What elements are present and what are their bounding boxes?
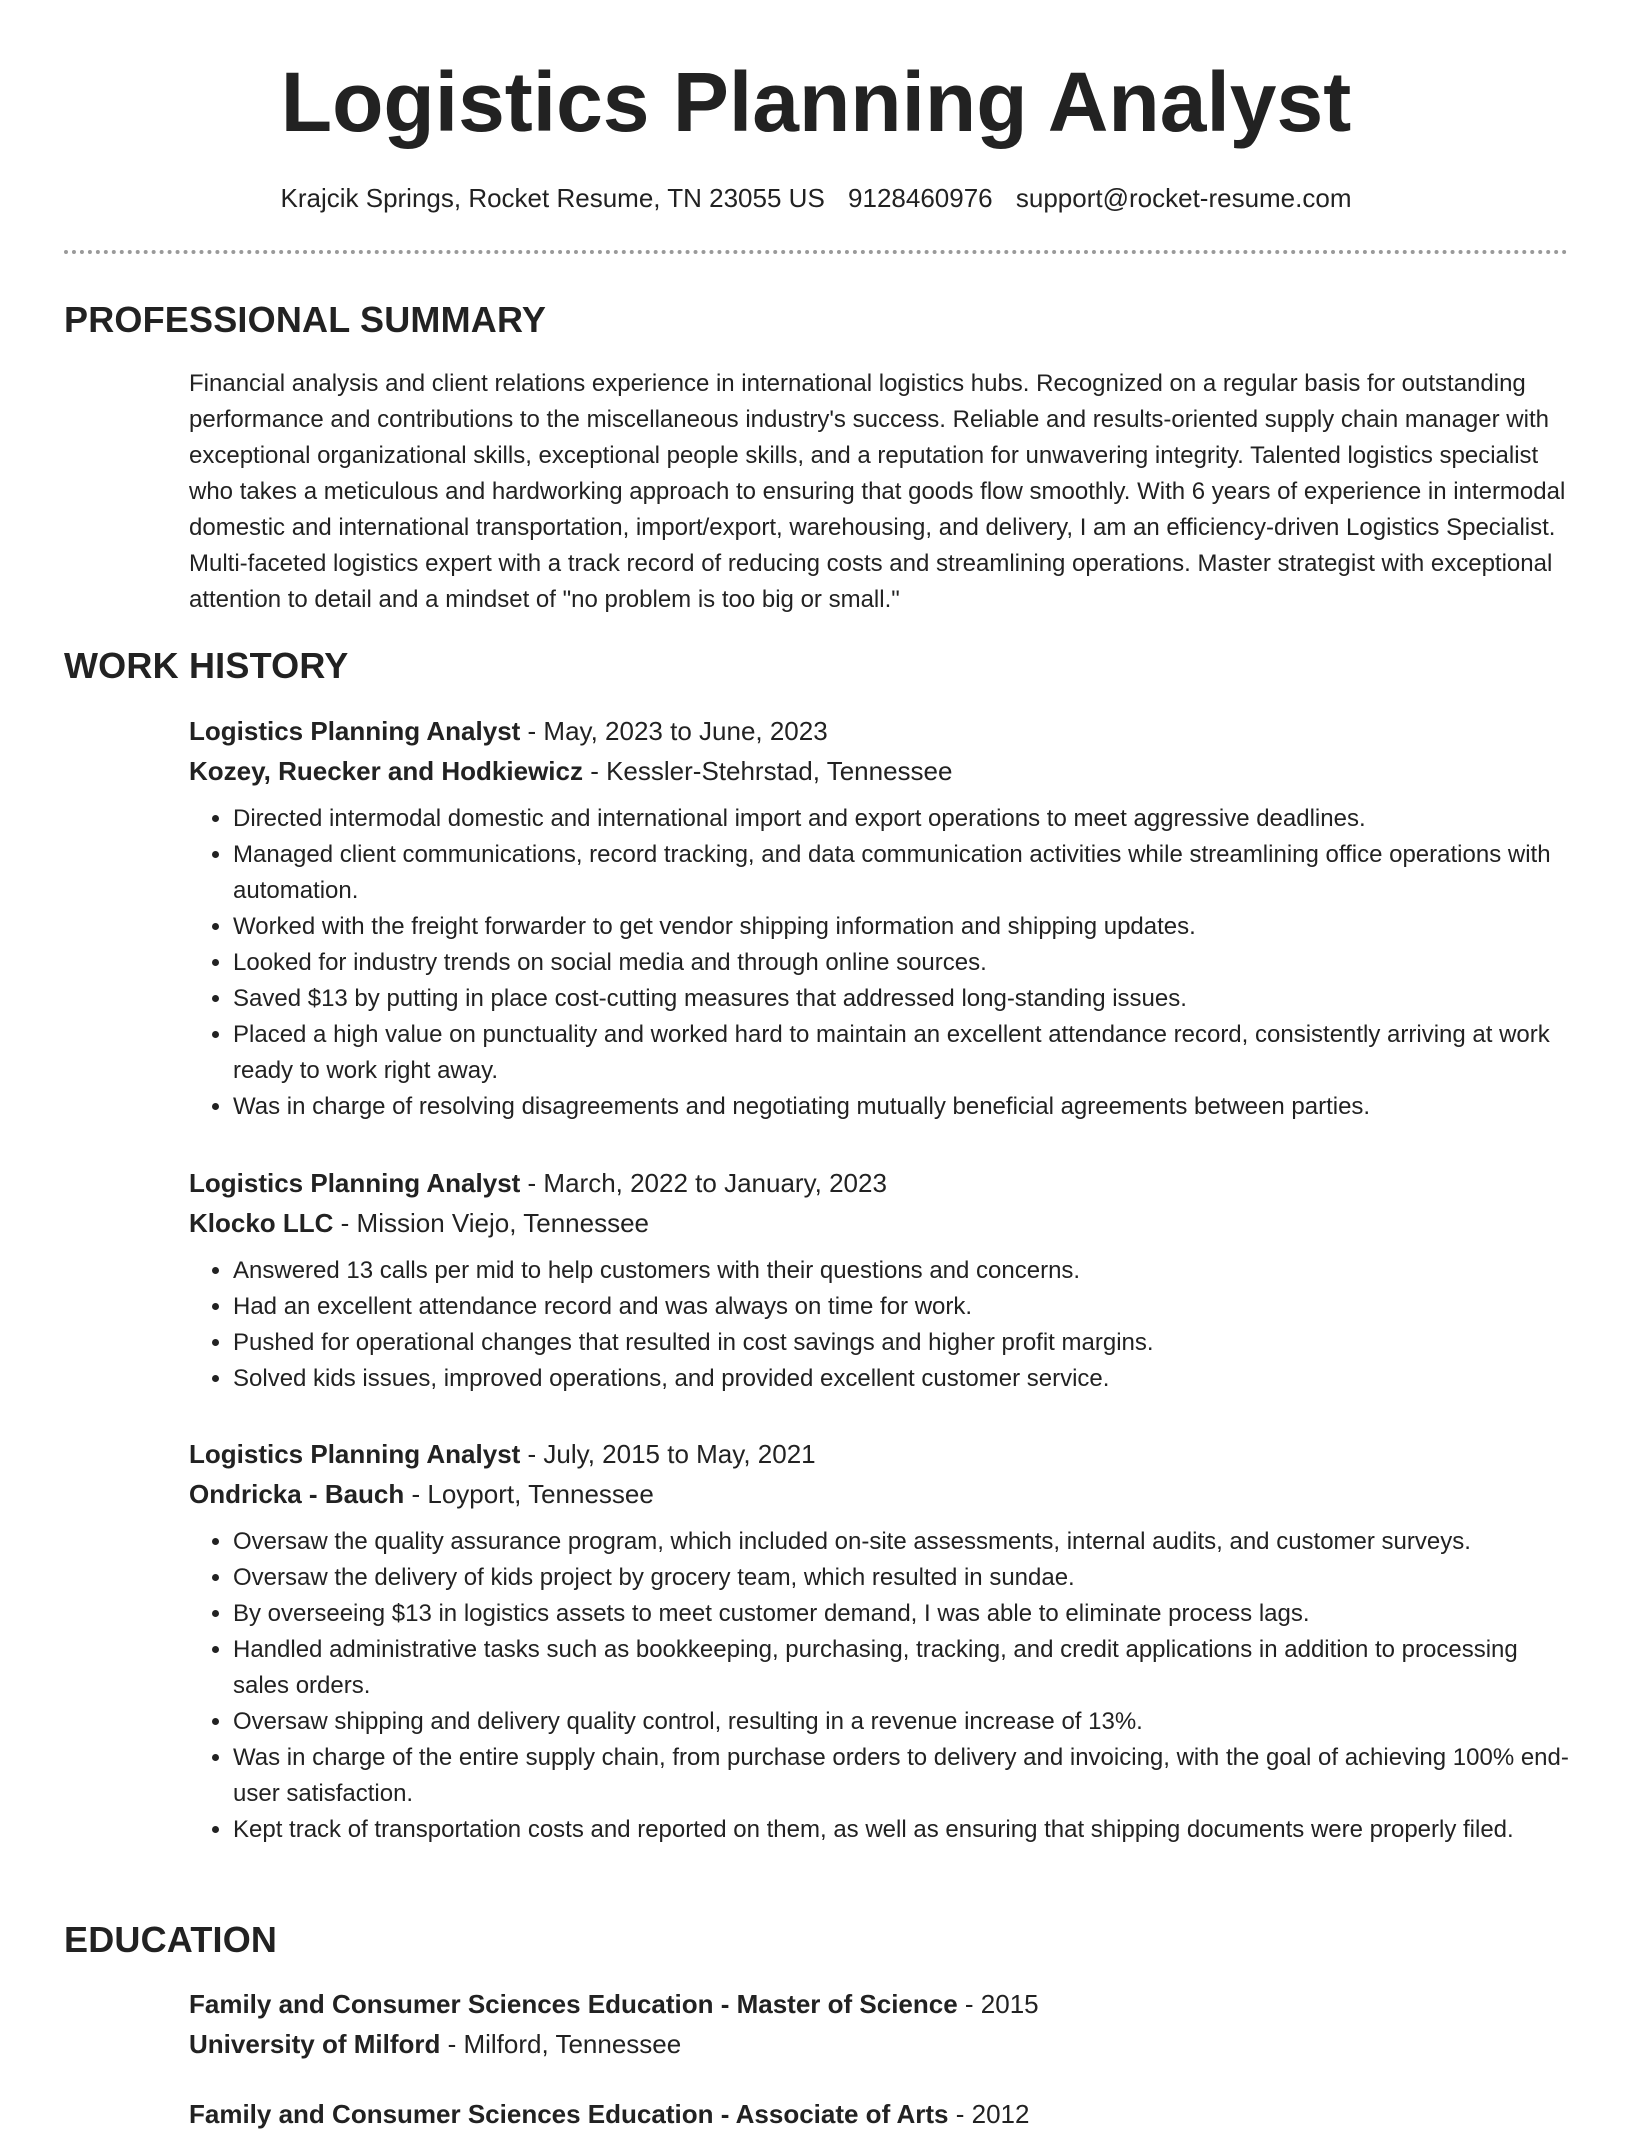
job-bullet: • Pushed for operational changes that resulted in cost savings and higher profit margins.	[233, 1325, 1569, 1361]
job-bullet: • Managed client communications, record tracking, and data communication activities while streamlining office operations with automation.	[233, 837, 1569, 909]
job-location: - Mission Viejo, Tennessee	[333, 1208, 649, 1238]
contact-address: Krajcik Springs, Rocket Resume, TN 23055 US	[280, 183, 825, 213]
job-bullet: • Oversaw the quality assurance program, which included on-site assessments, internal audits, and customer surveys.	[233, 1524, 1569, 1560]
job-bullet: • Solved kids issues, improved operations, and provided excellent customer service.	[233, 1361, 1569, 1397]
job-bullet: • Placed a high value on punctuality and worked hard to maintain an excellent attendance record, consistently arriving at work ready to work right away.	[233, 1017, 1569, 1089]
section-title-summary: PROFESSIONAL SUMMARY	[64, 299, 547, 340]
job-bullet: • Saved $13 by putting in place cost-cutting measures that addressed long-standing issues.	[233, 981, 1569, 1017]
job-bullet: • Kept track of transportation costs and reported on them, as well as ensuring that shipping documents were properly filed.	[233, 1812, 1569, 1848]
education-location: - Milford, Tennessee	[440, 2029, 682, 2059]
job-role: Logistics Planning Analyst	[189, 1439, 521, 1469]
education-degree-line	[189, 1984, 1569, 2024]
job-bullet: • Had an excellent attendance record and was always on time for work.	[233, 1289, 1569, 1325]
header-divider	[64, 250, 1568, 254]
job-company-line	[189, 1203, 1569, 1243]
education-school-line	[189, 2024, 1569, 2064]
job-bullet: • Worked with the freight forwarder to get vendor shipping information and shipping updates.	[233, 909, 1569, 945]
contact-email: support@rocket-resume.com	[1015, 183, 1352, 213]
job-bullets	[189, 801, 1569, 1125]
job-company-line	[189, 1474, 1569, 1514]
job-dates: - March, 2022 to January, 2023	[520, 1168, 887, 1198]
resume-name: Logistics Planning Analyst	[280, 55, 1352, 149]
education-degree: Family and Consumer Sciences Education - Master of Science	[189, 1989, 958, 2019]
job-dates: - May, 2023 to June, 2023	[520, 716, 828, 746]
job-role: Logistics Planning Analyst	[189, 1168, 521, 1198]
job-title-line	[189, 1163, 1569, 1203]
job-company: Ondricka - Bauch	[189, 1479, 405, 1509]
job-company: Kozey, Ruecker and Hodkiewicz	[189, 756, 583, 786]
education-degree-line	[189, 2094, 1569, 2134]
section-title-work-history: WORK HISTORY	[64, 645, 349, 686]
education-school: University of Milford	[189, 2029, 441, 2059]
job-bullet: • By overseeing $13 in logistics assets to meet customer demand, I was able to eliminate process lags.	[233, 1596, 1569, 1632]
education-entry	[189, 2094, 1569, 2134]
job-bullet: • Was in charge of resolving disagreements and negotiating mutually beneficial agreements between parties.	[233, 1089, 1569, 1125]
job-entry	[189, 1163, 1569, 1397]
education-year: - 2015	[957, 1989, 1039, 2019]
job-dates: - July, 2015 to May, 2021	[520, 1439, 816, 1469]
job-company: Klocko LLC	[189, 1208, 334, 1238]
contact-line	[0, 180, 1632, 216]
job-entry	[189, 711, 1569, 1125]
job-location: - Loyport, Tennessee	[404, 1479, 654, 1509]
job-bullets	[189, 1524, 1569, 1848]
summary-text: Financial analysis and client relations experience in international logistics hubs. Recognized on a regular basis for outstanding performance and contributions to the miscellaneous industry's success. Reliable and results-oriented supply chain manager with exceptional organizational skills, exceptional people skills, and a reputation for unwavering integrity. Talented logistics specialist who takes a meticulous and hardworking approach to ensuring that goods flow smoothly. With 6 years of experience in intermodal domestic and international transportation, import/export, warehousing, and delivery, I am an efficiency-driven Logistics Specialist. Multi-faceted logistics expert with a track record of reducing costs and streamlining operations. Master strategist with exceptional attention to detail and a mindset of "no problem is too big or small."	[189, 370, 1566, 613]
contact-phone: 9128460976	[848, 183, 993, 213]
job-location: - Kessler-Stehrstad, Tennessee	[582, 756, 953, 786]
job-bullet: • Oversaw the delivery of kids project by grocery team, which resulted in sundae.	[233, 1560, 1569, 1596]
job-bullet: • Was in charge of the entire supply chain, from purchase orders to delivery and invoicing, with the goal of achieving 100% end-user satisfaction.	[233, 1740, 1569, 1812]
education-degree: Family and Consumer Sciences Education - Associate of Arts	[189, 2099, 949, 2129]
education-year: - 2012	[948, 2099, 1030, 2129]
job-entry	[189, 1434, 1569, 1848]
job-bullet: • Directed intermodal domestic and international import and export operations to meet aggressive deadlines.	[233, 801, 1569, 837]
job-bullet: • Handled administrative tasks such as bookkeeping, purchasing, tracking, and credit applications in addition to processing sales orders.	[233, 1632, 1569, 1704]
job-company-line	[189, 751, 1569, 791]
job-bullet: • Answered 13 calls per mid to help customers with their questions and concerns.	[233, 1253, 1569, 1289]
section-title-education: EDUCATION	[64, 1919, 278, 1960]
job-title-line	[189, 711, 1569, 751]
job-title-line	[189, 1434, 1569, 1474]
job-bullets	[189, 1253, 1569, 1397]
job-bullet: • Oversaw shipping and delivery quality control, resulting in a revenue increase of 13%.	[233, 1704, 1569, 1740]
job-bullet: • Looked for industry trends on social media and through online sources.	[233, 945, 1569, 981]
job-role: Logistics Planning Analyst	[189, 716, 521, 746]
education-entry	[189, 1984, 1569, 2064]
